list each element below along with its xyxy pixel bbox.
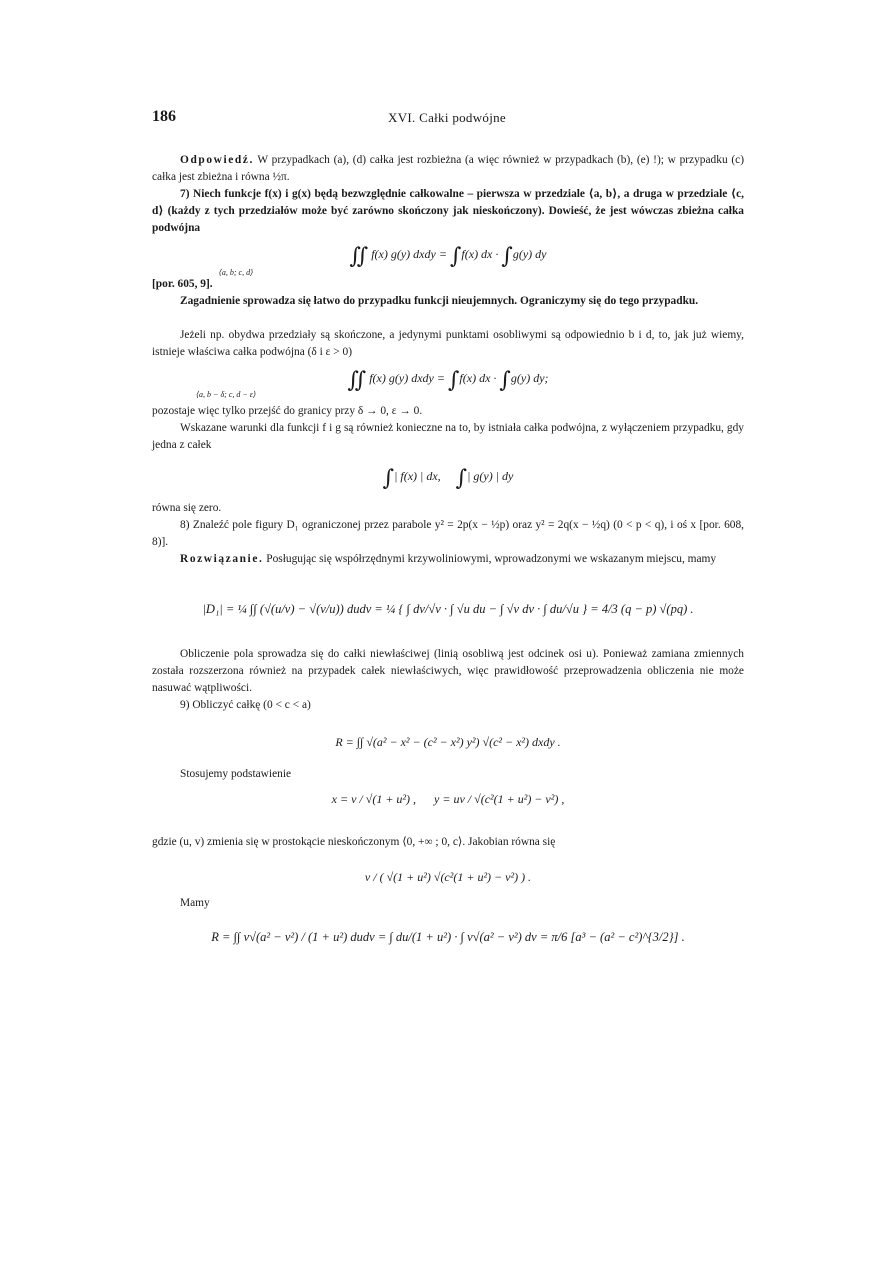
answer-text: W przypadkach (a), (d) całka jest rozbieżna (a więc również w przypadkach (b), (e) !); w przypadku (c) całka jest zbieżna i równa ½π. <box>152 154 744 183</box>
paragraph-exercise-8: 8) Znaleźć pole figury D₁ ograniczonej przez parabole y² = 2p(x − ½p) oraz y² = 2q(x − ½q) (0 < p < q), i oś x [por. 608, 8)]. <box>152 519 744 548</box>
solution-label: Rozwiązanie. <box>180 553 264 565</box>
running-head: XVI. Całki podwójne <box>388 110 506 125</box>
paragraph-intervals: Jeżeli np. obydwa przedziały są skończone, a jedynymi punktami osobliwymi są odpowiednio b i d, to, jak już wiemy, istnieje właściwa całka podwójna (δ i ε > 0) <box>152 329 744 358</box>
paragraph-conditions: Wskazane warunki dla funkcji f i g są również konieczne na to, by istniała całka podwójna, z wyłączeniem przypadku, gdy jedna z całek <box>152 422 744 451</box>
paragraph-substitution: Stosujemy podstawienie <box>180 768 292 780</box>
answer-label: Odpowiedź. <box>180 154 254 166</box>
page-number: 186 <box>152 108 176 125</box>
equation-substitution <box>152 792 744 807</box>
paragraph-solution <box>152 551 744 568</box>
paragraph-reduction: Zagadnienie sprowadza się łatwo do przypadku funkcji nieujemnych. Ograniczymy się do tego przypadku. <box>180 295 699 307</box>
equation-1: ∬ f(x) g(y) dxdy = ∫f(x) dx · ∫g(y) dy <box>349 244 547 269</box>
solution-text: Posługując się współrzędnymi krzywoliniowymi, wprowadzonymi we wskazanym miejscu, mamy <box>263 553 717 565</box>
paragraph-reference: [por. 605, 9]. <box>152 278 213 290</box>
paragraph-exercise-7: 7) Niech funkcje f(x) i g(x) będą bezwzględnie całkowalne – pierwsza w przedziale ⟨a, b⟩, a druga w przedziale ⟨c, d⟩ (każdy z tych przedziałów może być zarówno skończony jak nieskończony). Dowieść, że jest wówczas zbieżna całka podwójna <box>152 188 744 234</box>
substitution-x: x = v / √(1 + u²) , <box>331 792 417 806</box>
page-header <box>152 108 742 132</box>
equation-2: ∬ f(x) g(y) dxdy = ∫f(x) dx · ∫g(y) dy; <box>347 368 549 393</box>
paragraph-limit: pozostaje więc tylko przejść do granicy przy δ → 0, ε → 0. <box>152 405 423 417</box>
equation-r-result: R = ∫∫ v√(a² − v²) / (1 + u²) dudv = ∫ du/(1 + u²) · ∫ v√(a² − v²) dv = π/6 [a³ − (a² − c²)^{3/2}] . <box>211 930 685 944</box>
equation-jacobian: v / ( √(1 + u²) √(c²(1 + u²) − v²) ) . <box>364 870 532 884</box>
paragraph-answer <box>152 152 744 186</box>
equation-area-d1: |D₁| = ¼ ∫∫ (√(u/v) − √(v/u)) dudv = ¼ { ∫ dv/√v · ∫ √u du − ∫ √v dv · ∫ du/√u } = 4/3 (q − p) √(pq) . <box>202 602 694 616</box>
paragraph-improper-integral: Obliczenie pola sprowadza się do całki niewłaściwej (linią osobliwą jest odcinek osi u). Ponieważ zamiana zmiennych została rozszerzona również na przypadek całek niewłaściwych, więc prawidłowość przeprowadzenia obliczenia nie może nasuwać wątpliwości. <box>152 648 744 694</box>
paragraph-we-have: Mamy <box>180 897 210 909</box>
equation-3: ∫| f(x) | dx, ∫| g(y) | dy <box>382 466 514 491</box>
paragraph-jacobian: gdzie (u, v) zmienia się w prostokącie nieskończonym ⟨0, +∞ ; 0, c⟩. Jakobian równa się <box>152 836 556 848</box>
paragraph-exercise-9: 9) Obliczyć całkę (0 < c < a) <box>180 699 311 711</box>
equation-1-domain: ⟨a, b; c, d⟩ <box>218 268 254 277</box>
paragraph-zero: równa się zero. <box>152 502 222 514</box>
substitution-y: y = uv / √(c²(1 + u²) − v²) , <box>434 792 565 806</box>
equation-r-definition: R = ∫∫ √(a² − x² − (c² − x²) y²) √(c² − x²) dxdy . <box>335 735 561 749</box>
equation-2-domain: ⟨a, b − δ; c, d − ε⟩ <box>195 390 257 399</box>
